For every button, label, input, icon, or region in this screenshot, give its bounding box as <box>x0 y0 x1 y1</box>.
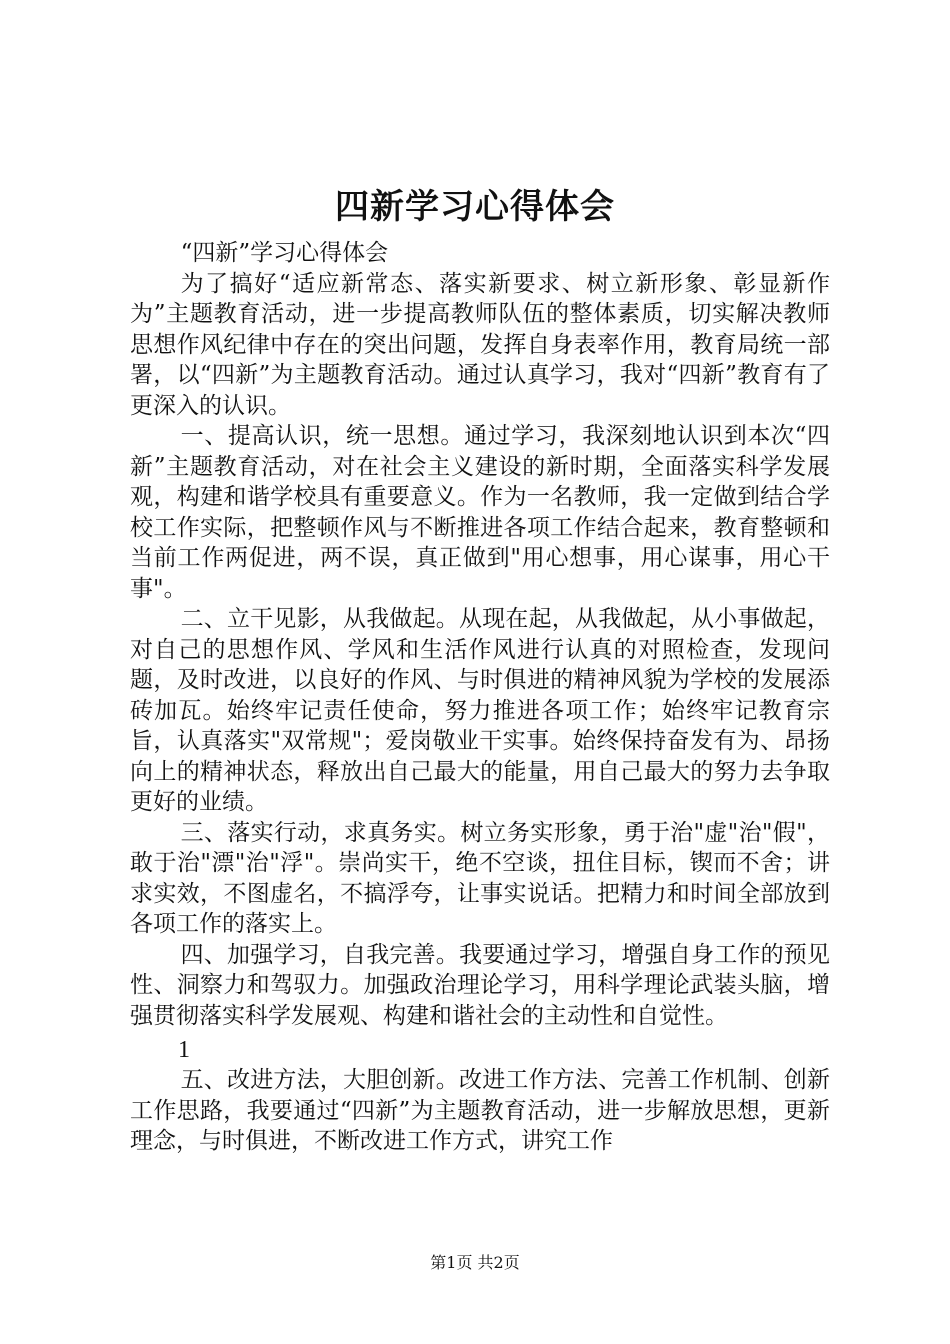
page-footer: 第1页 共2页 <box>430 1253 520 1272</box>
paragraph-point-1: 一、提高认识，统一思想。通过学习，我深刻地认识到本次“四新”主题教育活动，对在社会主义建设的新时期，全面落实科学发展观，构建和谐学校具有重要意义。作为一名教师，我一定做到结合学校工作实际，把整顿作风与不断推进各项工作结合起来，教育整顿和当前工作两促进，两不误，真正做到"用心想事，用心谋事，用心干事"。 <box>130 423 830 602</box>
document-title: 四新学习心得体会 <box>335 187 615 227</box>
paragraph-point-4: 四、加强学习，自我完善。我要通过学习，增强自身工作的预见性、洞察力和驾驭力。加强政治理论学习，用科学理论武装头脑，增强贯彻落实科学发展观、构建和谐社会的主动性和自觉性。 <box>130 941 830 1029</box>
paragraph-point-5: 五、改进方法，大胆创新。改进工作方法、完善工作机制、创新工作思路，我要通过“四新”为主题教育活动，进一步解放思想，更新理念，与时俱进，不断改进工作方式，讲究工作 <box>130 1067 830 1154</box>
paragraph-intro: 为了搞好“适应新常态、落实新要求、树立新形象、彰显新作为”主题教育活动，进一步提高教师队伍的整体素质，切实解决教师思想作风纪律中存在的突出问题，发挥自身表率作用，教育局统一部署，以“四新”为主题教育活动。通过认真学习，我对“四新”教育有了更深入的认识。 <box>130 270 830 419</box>
inline-page-number: 1 <box>178 1037 190 1063</box>
document-body <box>130 238 830 1157</box>
paragraph-point-3: 三、落实行动，求真务实。树立务实形象，勇于治"虚"治"假"，敢于治"漂"治"浮"。崇尚实干，绝不空谈，扭住目标，锲而不舍；讲求实效，不图虚名，不搞浮夸，让事实说话。把精力和时间全部放到各项工作的落实上。 <box>130 819 830 937</box>
paragraph-point-2: 二、立干见影，从我做起。从现在起，从我做起，从小事做起，对自己的思想作风、学风和生活作风进行认真的对照检查，发现问题，及时改进，以良好的作风、与时俱进的精神风貌为学校的发展添砖加瓦。始终牢记责任使命，努力推进各项工作；始终牢记教育宗旨，认真落实"双常规"；爱岗敬业干实事。始终保持奋发有为、昂扬向上的精神状态，释放出自己最大的能量，用自己最大的努力去争取更好的业绩。 <box>130 606 830 815</box>
document-subtitle: “四新”学习心得体会 <box>180 240 389 266</box>
